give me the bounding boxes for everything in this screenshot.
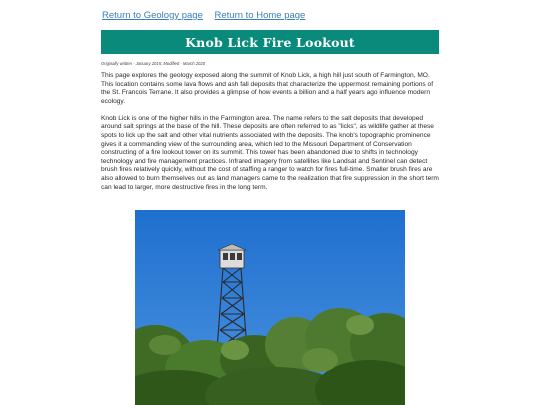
title-banner bbox=[101, 30, 439, 54]
intro-paragraph: This page explores the geology exposed along the summit of Knob Lick, a high hill just south of Farmington, MO. This location contains some lava flows and ash fall deposits that characterize the uppermost remaining portions of the St. Francois Terrane. It also provides a glimpse of how events a billion and a half years ago influence modern ecology. bbox=[101, 72, 434, 105]
page-title: Knob Lick Fire Lookout bbox=[185, 34, 355, 50]
return-to-home-link[interactable]: Return to Home page bbox=[214, 10, 306, 21]
page-meta: Originally written - January 2015; Modified - March 2020 bbox=[101, 61, 206, 66]
article-body bbox=[101, 72, 439, 201]
top-navigation bbox=[102, 10, 314, 21]
return-to-geology-link[interactable]: Return to Geology page bbox=[102, 10, 203, 21]
fire-tower-photo bbox=[135, 210, 405, 405]
history-paragraph: Knob Lick is one of the higher hills in the Farmington area. The name refers to the salt deposits that developed around salt springs at the base of the hill. These deposits are often referred to as "licks", as wildlife gather at these spots to lick up the salt and other vital nutrients associated with the deposits. The knob's topographic prominence gives it a commanding view of the surrounding area, which led to the Missouri Department of Conservation constructing of a fire lookout tower on its summit. This tower has been abandoned due to shifts in technology technology and fire management practices. Infrared imagery from satellites like Landsat and Sentinel can detect brush fires relatively quickly, without the cost of staffing a ranger to watch for fires full-time. Smaller brush fires are also allowed to burn themselves out as land managers came to the realization that fire suppression in the short term can lead to larger, more destructive fires in the long term. bbox=[101, 114, 439, 191]
